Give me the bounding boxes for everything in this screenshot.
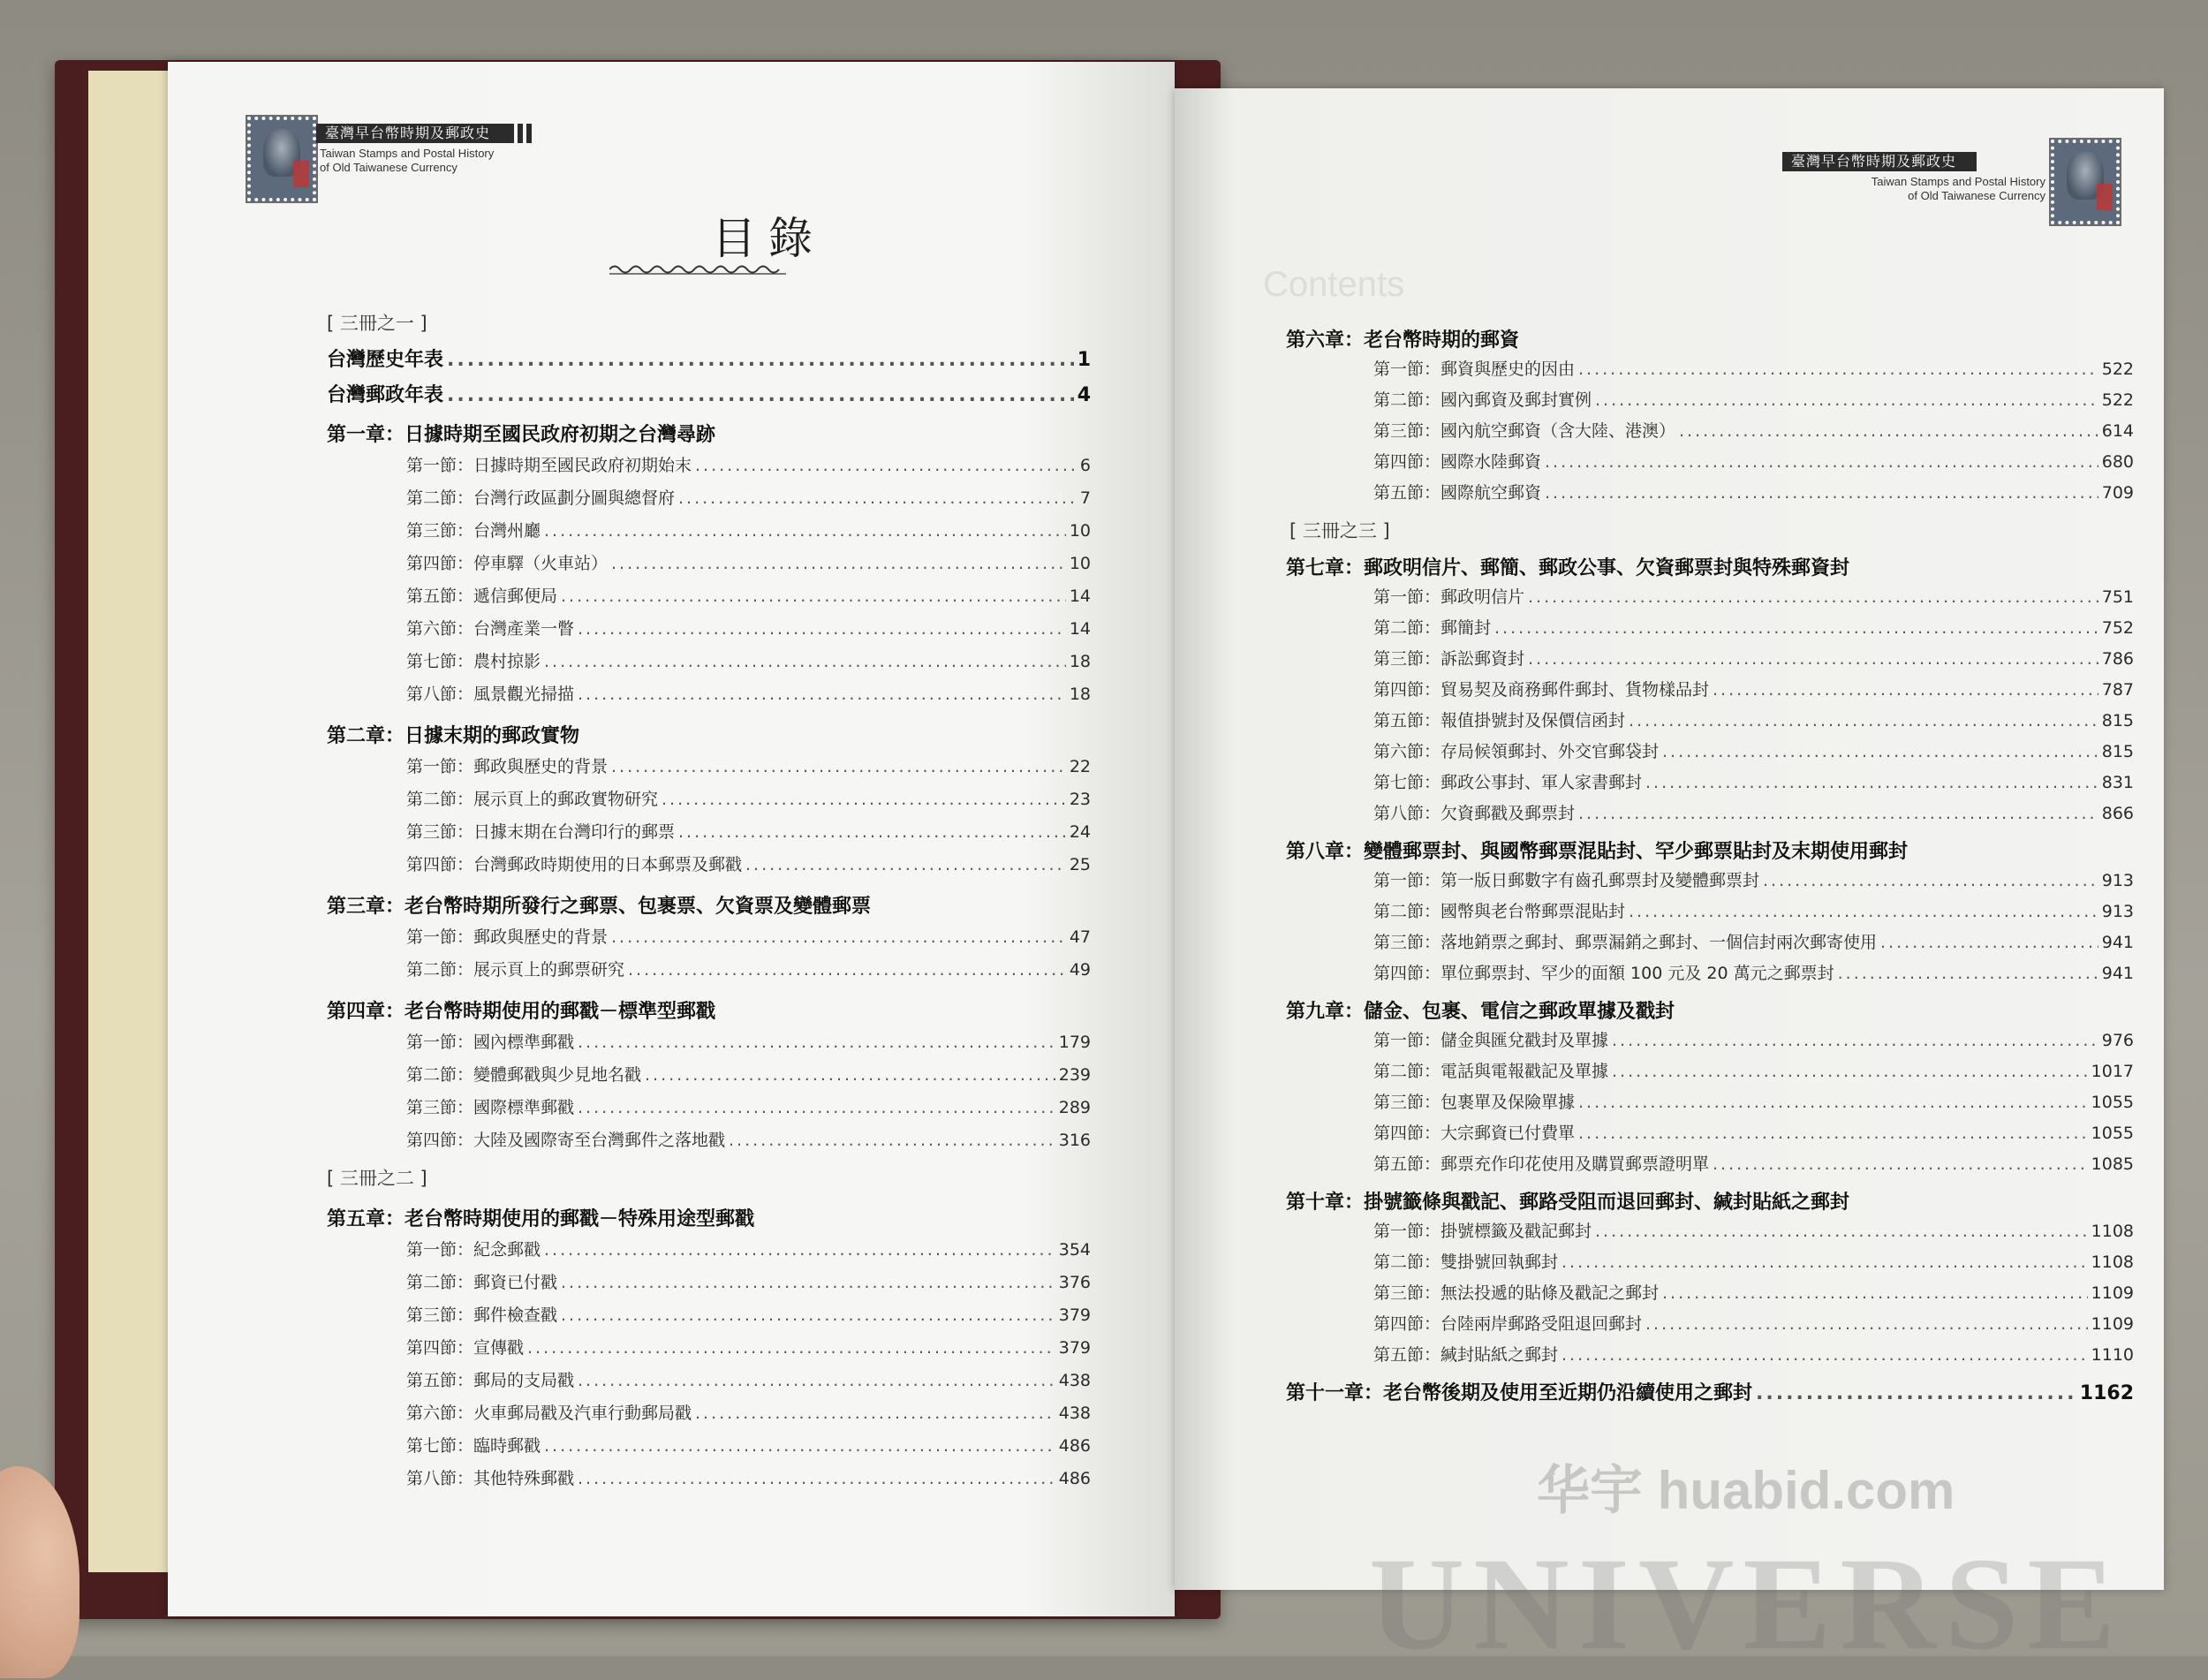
page-title: 目錄 — [712, 213, 825, 264]
toc-label: 第十一章：老台幣後期及使用至近期仍沿續使用之郵封 — [1286, 1382, 1753, 1404]
header-banner: 臺灣早台幣時期及郵政史 — [316, 124, 510, 143]
toc-section — [1373, 1027, 2134, 1051]
toc-leader-dots — [1545, 483, 2098, 503]
toc-leader-dots — [1662, 742, 2098, 761]
toc-leader-dots — [447, 384, 1074, 406]
toc-page-number: 941 — [2101, 964, 2134, 983]
toc-vol — [327, 1164, 427, 1191]
toc-page-number: 18 — [1069, 652, 1091, 671]
toc-label: 第一節：日據時期至國民政府初期始末 — [406, 456, 692, 475]
toc-leader-dots — [1595, 1222, 2088, 1241]
toc-label: 第五節：遞信郵便局 — [406, 586, 558, 606]
toc-leader-dots — [561, 586, 1066, 606]
toc-label: 第一節：郵資與歷史的因由 — [1373, 359, 1576, 379]
toc-label: 第五節：緘封貼紙之郵封 — [1373, 1345, 1559, 1365]
toc-section — [1373, 800, 2134, 824]
stamp-icon — [2051, 140, 2120, 224]
toc-page-number: 486 — [1058, 1469, 1091, 1488]
toc-label: 第三節：郵件檢查戳 — [406, 1305, 558, 1325]
toc-top — [327, 344, 1091, 372]
toc-label: 第三節：台灣州廳 — [406, 521, 541, 541]
toc-leader-dots — [1645, 1314, 2088, 1334]
toc-page-number: 23 — [1069, 790, 1091, 809]
toc-section — [1373, 898, 2134, 922]
header-english-line2-right: of Old Taiwanese Currency — [1908, 189, 2045, 202]
left-page — [168, 62, 1175, 1616]
toc-leader-dots — [1595, 390, 2098, 410]
toc-page-number: 1085 — [2091, 1154, 2134, 1174]
toc-page-number: 913 — [2101, 871, 2134, 890]
toc-section — [1373, 929, 2134, 953]
toc-label: 第四節：台陸兩岸郵路受阻退回郵封 — [1373, 1314, 1643, 1334]
toc-label: [ 三冊之三 ] — [1289, 520, 1390, 541]
toc-section — [1373, 615, 2134, 639]
toc-leader-dots — [611, 757, 1066, 776]
toc-section — [406, 518, 1091, 541]
toc-label: 第一節：郵政與歷史的背景 — [406, 927, 609, 947]
toc-label: 第二節：電話與電報戳記及單據 — [1373, 1062, 1609, 1081]
toc-label: 台灣郵政年表 — [327, 384, 444, 406]
toc-label: 第四節：宣傳戳 — [406, 1338, 525, 1358]
toc-label: 第二節：郵資已付戳 — [406, 1273, 558, 1292]
toc-leader-dots — [1629, 711, 2098, 730]
toc-page-number: 976 — [2101, 1031, 2134, 1050]
toc-label: 第四節：單位郵票封、罕少的面額 100 元及 20 萬元之郵票封 — [1373, 964, 1834, 983]
title-underline-wave — [609, 263, 786, 276]
toc-section — [1373, 1342, 2134, 1366]
toc-page-number: 379 — [1058, 1338, 1091, 1358]
toc-leader-dots — [1629, 902, 2098, 921]
watermark-logo: 华宇 huabid.com — [1537, 1461, 1955, 1520]
toc-page-number: 522 — [2101, 359, 2134, 379]
toc-label: 第七節：郵政公事封、軍人家書郵封 — [1373, 773, 1643, 792]
toc-page-number: 787 — [2101, 680, 2134, 700]
toc-leader-dots — [745, 855, 1066, 874]
toc-leader-dots — [1838, 964, 2098, 983]
toc-chapter — [1286, 836, 1908, 864]
watermark-brand: UNIVERSE — [1369, 1531, 2125, 1677]
toc-label: 第八節：風景觀光掃描 — [406, 685, 575, 704]
toc-section — [406, 1302, 1091, 1326]
toc-section — [406, 1062, 1091, 1086]
toc-label: 台灣歷史年表 — [327, 349, 444, 371]
toc-label: 第二節：國內郵資及郵封實例 — [1373, 390, 1592, 410]
toc-section — [1373, 769, 2134, 793]
toc-label: 第八節：欠資郵戳及郵票封 — [1373, 804, 1576, 823]
toc-page-number: 18 — [1069, 685, 1091, 704]
toc-label: 第二節：國幣與老台幣郵票混貼封 — [1373, 902, 1626, 921]
toc-label: 第十章：掛號籤條與戳記、郵路受阻而退回郵封、緘封貼紙之郵封 — [1286, 1192, 1850, 1214]
toc-section — [406, 924, 1091, 948]
toc-label: 第二節：雙掛號回執郵封 — [1373, 1252, 1559, 1272]
toc-leader-dots — [645, 1065, 1055, 1085]
toc-label: 第五章：老台幣時期使用的郵戳－特殊用途型郵戳 — [327, 1208, 755, 1230]
toc-leader-dots — [578, 1098, 1055, 1117]
toc-label: 第七節：臨時郵戳 — [406, 1436, 541, 1456]
toc-label: 第二節：展示頁上的郵政實物研究 — [406, 790, 659, 809]
toc-section — [406, 485, 1091, 509]
toc-label: 第五節：報值掛號封及保價信函封 — [1373, 711, 1626, 730]
toc-leader-dots — [1578, 1093, 2088, 1112]
toc-leader-dots — [1880, 933, 2098, 952]
toc-page-number: 815 — [2101, 711, 2134, 730]
right-page: Contents 臺灣早台幣時期及郵政史 Taiwan Stamps and Postal History of Old Taiwanese Currency 第六章：老台幣時期的郵資 第一節：郵資與歷史的因由 ..... 522 第二節：國內郵資及郵封實例 ..... 522 第三節：國內航空郵資（含大陸、港澳） ..... 614 第四節：國際水陸郵資 ..... 680 第五節：國際航空郵資 ..... 709 [ 三冊之三 ] 第七章：郵政明信片、郵簡、郵政公事、欠資郵票封與特殊郵資封 第一節：郵政明信片 ..... 751 第二節：郵簡封 ..... 752 第三節：訴訟郵資封 ..... 786 第四節：貿易契及商務郵件郵封、貨物樣品封 ..... 787 第五節：報值掛號封及保價信函封 ..... 815 第六節：存局候領郵封、外交官郵袋封 ..... 815 第七節：郵政公事封、軍人家書郵封 ..... 831 第八節：欠資郵戳及郵票封 ..... 866 第八章：變體郵票封、與國幣郵票混貼封、罕少郵票貼封及末期使用郵封 第一節：第一版日郵數字有齒孔郵票封及變體郵票封 ..... 913 第二節：國幣與老台幣郵票混貼封 ..... 913 第三節：落地銷票之郵封、郵票漏銷之郵封、一個信封兩次郵寄使用 ..... 941 第四節：單位郵票封、罕少的面額 100 元及 20 萬元之郵票封 ..... 941 第九章：儲金、包裹、電信之郵政單據及戳封 第一節：儲金與匯兌戳封及單據 ..... 976 第二節：電話與電報戳記及單據 ..... 1017 第三節：包裹單及保險單據 ..... 1055 第四節：大宗郵資已付費單 ..... 1055 第五節：郵票充作印花使用及購買郵票證明單 ..... 1085 第十章：掛號籤條與戳記、郵路受阻而退回郵封、緘封貼紙之郵封 第一節：掛號標籤及戳記郵封 ..... 1108 第二節：雙掛號回執郵封 ..... 1108 第三節：無法投遞的貼條及戳記之郵封 ..... 1109 第四節：台陸兩岸郵路受阻退回郵封 ..... 1109 第五節：緘封貼紙之郵封 ..... 1110 第十一章：老台幣後期及使用至近期仍沿續使用之郵封 ..... 1162 — [1175, 88, 2164, 1590]
toc-leader-dots — [1645, 773, 2098, 792]
toc-label: 第三節：包裹單及保險單據 — [1373, 1093, 1576, 1112]
toc-vol — [327, 309, 427, 336]
toc-label: 第四節：貿易契及商務郵件郵封、貨物樣品封 — [1373, 680, 1710, 700]
toc-leader-dots — [1578, 1124, 2088, 1143]
toc-leader-dots — [1561, 1345, 2088, 1365]
toc-label: 第六節：火車郵局戳及汽車行動郵局戳 — [406, 1404, 692, 1423]
toc-page-number: 522 — [2101, 390, 2134, 410]
toc-section — [406, 1029, 1091, 1053]
toc-section — [406, 1237, 1091, 1260]
toc-page-number: 24 — [1069, 822, 1091, 842]
toc-page-number: 4 — [1077, 384, 1091, 406]
toc-leader-dots — [1763, 871, 2098, 890]
toc-page-number: 1055 — [2091, 1124, 2134, 1143]
toc-label: 第二節：展示頁上的郵票研究 — [406, 960, 625, 980]
toc-section — [406, 1367, 1091, 1391]
toc-section — [406, 1465, 1091, 1489]
toc-leader-dots — [544, 652, 1066, 671]
toc-leader-dots — [578, 1469, 1055, 1488]
toc-leader-dots — [1713, 1154, 2088, 1174]
toc-label: 第三章：老台幣時期所發行之郵票、包裹票、欠資票及變體郵票 — [327, 896, 872, 918]
toc-page-number: 941 — [2101, 933, 2134, 952]
toc-label: 第三節：國內航空郵資（含大陸、港澳） — [1373, 421, 1676, 441]
toc-chapter — [1286, 1187, 1849, 1215]
toc-label: 第四節：大陸及國際寄至台灣郵件之落地戳 — [406, 1131, 726, 1150]
toc-page-number: 14 — [1069, 586, 1091, 606]
toc-label: 第一節：掛號標籤及戳記郵封 — [1373, 1222, 1592, 1241]
toc-leader-dots — [662, 790, 1066, 809]
toc-section — [406, 452, 1091, 476]
toc-section — [406, 786, 1091, 810]
toc-label: 第一章：日據時期至國民政府初期之台灣尋跡 — [327, 424, 716, 446]
toc-leader-dots — [1679, 421, 2098, 441]
toc-page-number: 752 — [2101, 618, 2134, 638]
toc-page-number: 10 — [1069, 554, 1091, 573]
toc-label: 第一節：郵政與歷史的背景 — [406, 757, 609, 776]
toc-label: [ 三冊之一 ] — [327, 313, 427, 334]
toc-label: 第二節：變體郵戳與少見地名戳 — [406, 1065, 642, 1085]
toc-label: 第一節：儲金與匯兌戳封及單據 — [1373, 1031, 1609, 1050]
toc-leader-dots — [729, 1131, 1055, 1150]
endpaper — [88, 71, 177, 1572]
toc-page-number: 22 — [1069, 757, 1091, 776]
toc-section — [1373, 960, 2134, 984]
toc-chapter — [1286, 1378, 2134, 1405]
toc-leader-dots — [611, 927, 1066, 947]
toc-label: 第二章：日據末期的郵政實物 — [327, 725, 580, 747]
toc-section — [406, 616, 1091, 639]
toc-chapter — [1286, 553, 1849, 580]
toc-page-number: 14 — [1069, 619, 1091, 639]
toc-leader-dots — [561, 1305, 1055, 1325]
toc-chapter — [1286, 325, 1519, 352]
toc-section — [1373, 1089, 2134, 1113]
toc-leader-dots — [1578, 804, 2098, 823]
toc-label: 第一節：國內標準郵戳 — [406, 1033, 575, 1052]
toc-page-number: 786 — [2101, 649, 2134, 669]
toc-page-number: 1017 — [2091, 1062, 2134, 1081]
toc-label: 第八章：變體郵票封、與國幣郵票混貼封、罕少郵票貼封及末期使用郵封 — [1286, 841, 1909, 863]
toc-page-number: 1109 — [2091, 1314, 2134, 1334]
toc-leader-dots — [447, 349, 1074, 371]
toc-leader-dots — [578, 1033, 1055, 1052]
toc-page-number: 614 — [2101, 421, 2134, 441]
toc-page-number: 680 — [2101, 452, 2134, 472]
toc-chapter — [327, 996, 715, 1024]
header-english-line2: of Old Taiwanese Currency — [320, 161, 457, 174]
toc-page-number: 831 — [2101, 773, 2134, 792]
toc-leader-dots — [578, 619, 1066, 639]
toc-page-number: 289 — [1058, 1098, 1091, 1117]
toc-leader-dots — [544, 1436, 1055, 1456]
toc-section — [1373, 356, 2134, 380]
toc-page-number: 1108 — [2091, 1252, 2134, 1272]
toc-label: 第三節：訴訟郵資封 — [1373, 649, 1525, 669]
toc-section — [406, 957, 1091, 980]
toc-page-number: 709 — [2101, 483, 2134, 503]
toc-section — [1373, 387, 2134, 411]
toc-section — [1373, 1311, 2134, 1335]
toc-leader-dots — [578, 685, 1066, 704]
toc-section — [1373, 1280, 2134, 1304]
toc-leader-dots — [1612, 1031, 2098, 1050]
toc-leader-dots — [1578, 359, 2098, 379]
toc-section — [406, 819, 1091, 843]
stamp-icon — [247, 117, 316, 201]
toc-page-number: 1055 — [2091, 1093, 2134, 1112]
toc-chapter — [327, 1204, 754, 1231]
toc-page-number: 7 — [1079, 488, 1091, 508]
toc-page-number: 438 — [1058, 1371, 1091, 1390]
toc-section — [1373, 1218, 2134, 1242]
toc-page-number: 1162 — [2079, 1382, 2134, 1404]
toc-page-number: 239 — [1058, 1065, 1091, 1085]
toc-leader-dots — [1662, 1283, 2088, 1303]
toc-label: 第五節：郵票充作印花使用及購買郵票證明單 — [1373, 1154, 1710, 1174]
toc-section — [406, 753, 1091, 777]
toc-section — [406, 648, 1091, 672]
toc-label: 第四節：台灣郵政時期使用的日本郵票及郵戳 — [406, 855, 743, 874]
toc-label: 第三節：無法投遞的貼條及戳記之郵封 — [1373, 1283, 1660, 1303]
toc-leader-dots — [1528, 649, 2098, 669]
toc-section — [1373, 1120, 2134, 1144]
toc-page-number: 866 — [2101, 804, 2134, 823]
toc-page-number: 10 — [1069, 521, 1091, 541]
toc-label: 第五節：國際航空郵資 — [1373, 483, 1542, 503]
toc-page-number: 379 — [1058, 1305, 1091, 1325]
toc-label: 第一節：郵政明信片 — [1373, 587, 1525, 607]
toc-label: 第四節：國際水陸郵資 — [1373, 452, 1542, 472]
toc-label: 第一節：紀念郵戳 — [406, 1240, 541, 1260]
toc-page-number: 1 — [1077, 349, 1091, 371]
toc-section — [1373, 1058, 2134, 1082]
toc-section — [1373, 738, 2134, 762]
toc-leader-dots — [1545, 452, 2098, 472]
toc-label: 第二節：郵簡封 — [1373, 618, 1492, 638]
toc-label: 第四節：停車驛（火車站） — [406, 554, 609, 573]
toc-section — [406, 583, 1091, 607]
toc-leader-dots — [1494, 618, 2098, 638]
toc-page-number: 6 — [1079, 456, 1091, 475]
toc-label: 第五節：郵局的支局戳 — [406, 1371, 575, 1390]
toc-leader-dots — [1756, 1382, 2076, 1404]
toc-page-number: 1108 — [2091, 1222, 2134, 1241]
toc-section — [406, 1127, 1091, 1151]
toc-section — [406, 851, 1091, 875]
toc-leader-dots — [1713, 680, 2098, 700]
toc-chapter — [1286, 996, 1675, 1024]
toc-leader-dots — [578, 1371, 1055, 1390]
right-header-logo — [1784, 141, 2067, 230]
toc-label: 第七章：郵政明信片、郵簡、郵政公事、欠資郵票封與特殊郵資封 — [1286, 557, 1850, 579]
toc-page-number: 376 — [1058, 1273, 1091, 1292]
toc-page-number: 25 — [1069, 855, 1091, 874]
toc-section — [1373, 708, 2134, 731]
toc-page-number: 486 — [1058, 1436, 1091, 1456]
header-english-line1: Taiwan Stamps and Postal History — [320, 147, 495, 160]
toc-label: 第三節：國際標準郵戳 — [406, 1098, 575, 1117]
toc-page-number: 751 — [2101, 587, 2134, 607]
toc-leader-dots — [678, 822, 1066, 842]
toc-section — [1373, 1151, 2134, 1175]
toc-label: 第七節：農村掠影 — [406, 652, 541, 671]
toc-leader-dots — [611, 554, 1066, 573]
toc-section — [1373, 480, 2134, 503]
toc-label: 第九章：儲金、包裹、電信之郵政單據及戳封 — [1286, 1001, 1675, 1023]
toc-leader-dots — [1561, 1252, 2088, 1272]
toc-section — [406, 1269, 1091, 1293]
toc-section — [1373, 449, 2134, 473]
toc-label: [ 三冊之二 ] — [327, 1168, 427, 1189]
toc-label: 第三節：日據末期在台灣印行的郵票 — [406, 822, 676, 842]
toc-page-number: 438 — [1058, 1404, 1091, 1423]
toc-section — [406, 1335, 1091, 1358]
toc-leader-dots — [544, 521, 1066, 541]
toc-label: 第二節：台灣行政區劃分圖與總督府 — [406, 488, 676, 508]
toc-section — [1373, 677, 2134, 700]
toc-section — [406, 681, 1091, 705]
toc-page-number: 1109 — [2091, 1283, 2134, 1303]
toc-page-number: 49 — [1069, 960, 1091, 980]
toc-leader-dots — [1612, 1062, 2088, 1081]
toc-page-number: 815 — [2101, 742, 2134, 761]
toc-section — [1373, 418, 2134, 442]
toc-page-number: 354 — [1058, 1240, 1091, 1260]
toc-section — [406, 1400, 1091, 1424]
toc-section — [1373, 1249, 2134, 1273]
toc-chapter — [327, 420, 715, 447]
toc-section — [406, 1094, 1091, 1118]
toc-leader-dots — [1528, 587, 2098, 607]
header-english-line1-right: Taiwan Stamps and Postal History — [1871, 175, 2045, 188]
left-header-logo — [247, 117, 530, 205]
toc-section — [1373, 867, 2134, 891]
toc-page-number: 1110 — [2091, 1345, 2134, 1365]
toc-label: 第四節：大宗郵資已付費單 — [1373, 1124, 1576, 1143]
header-banner-right: 臺灣早台幣時期及郵政史 — [1782, 152, 1977, 171]
toc-label: 第八節：其他特殊郵戳 — [406, 1469, 575, 1488]
toc-section — [406, 550, 1091, 574]
toc-label: 第四章：老台幣時期使用的郵戳－標準型郵戳 — [327, 1001, 716, 1023]
toc-label: 第一節：第一版日郵數字有齒孔郵票封及變體郵票封 — [1373, 871, 1760, 890]
toc-leader-dots — [561, 1273, 1055, 1292]
toc-leader-dots — [527, 1338, 1055, 1358]
toc-page-number: 47 — [1069, 927, 1091, 947]
toc-leader-dots — [678, 488, 1077, 508]
toc-chapter — [327, 721, 579, 748]
toc-chapter — [327, 891, 871, 919]
toc-label: 第三節：落地銷票之郵封、郵票漏銷之郵封、一個信封兩次郵寄使用 — [1373, 933, 1878, 952]
toc-label: 第六節：存局候領郵封、外交官郵袋封 — [1373, 742, 1660, 761]
toc-leader-dots — [695, 1404, 1055, 1423]
toc-page-number: 179 — [1058, 1033, 1091, 1052]
toc-leader-dots — [628, 960, 1066, 980]
toc-page-number: 913 — [2101, 902, 2134, 921]
toc-label: 第六節：台灣產業一瞥 — [406, 619, 575, 639]
toc-leader-dots — [544, 1240, 1055, 1260]
toc-section — [1373, 584, 2134, 608]
toc-top — [327, 380, 1091, 407]
toc-section — [406, 1433, 1091, 1457]
toc-page-number: 316 — [1058, 1131, 1091, 1150]
toc-leader-dots — [695, 456, 1077, 475]
toc-section — [1373, 646, 2134, 670]
toc-vol — [1289, 517, 1390, 543]
toc-label: 第六章：老台幣時期的郵資 — [1286, 329, 1520, 352]
